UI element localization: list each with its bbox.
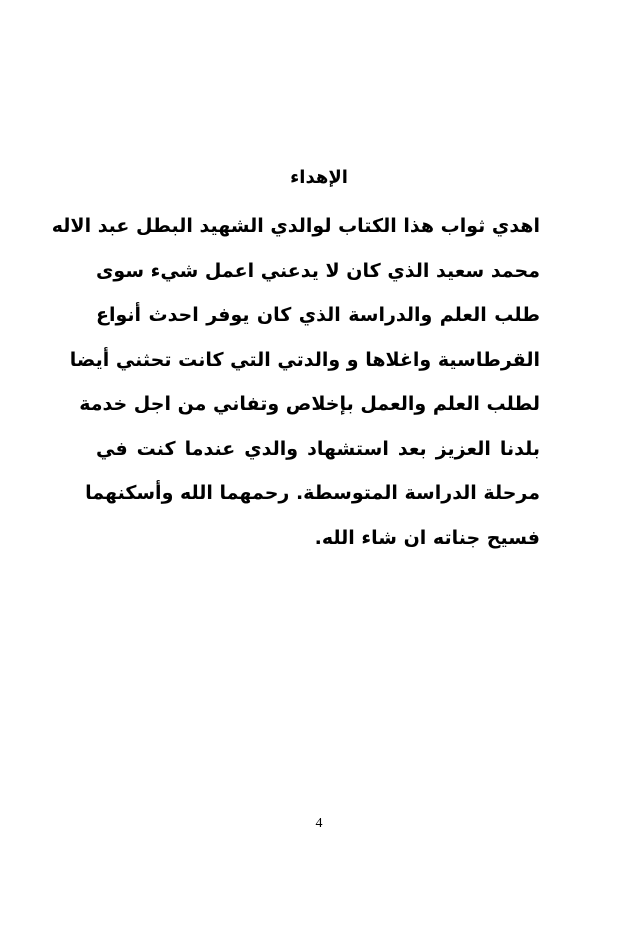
paragraph-line-8: فسيح جناته ان شاء الله. xyxy=(314,526,540,549)
paragraph-line-3: طلب العلم والدراسة الذي كان يوفر احدث أنواع xyxy=(96,304,540,326)
page-number: 4 xyxy=(315,816,323,831)
paragraph-line-1: اهدي ثواب هذا الكتاب لوالدي الشهيد البطل عبد الاله xyxy=(51,215,540,237)
dedication-paragraph xyxy=(51,204,540,560)
paragraph-line-7: مرحلة الدراسة المتوسطة. رحمهما الله وأسكنهما xyxy=(85,482,540,504)
paragraph-line-4: القرطاسية واغلاها و والدتي التي كانت تحثني أيضا xyxy=(69,348,540,371)
paragraph-line-5: لطلب العلم والعمل بإخلاص وتفاني من اجل خدمة xyxy=(79,393,540,415)
page-title: الإهداء xyxy=(290,167,348,188)
paragraph-line-2: محمد سعيد الذي كان لا يدعني اعمل شيء سوى xyxy=(96,259,540,282)
paragraph-line-6: بلدنا العزيز بعد استشهاد والدي عندما كنت في xyxy=(96,437,540,460)
